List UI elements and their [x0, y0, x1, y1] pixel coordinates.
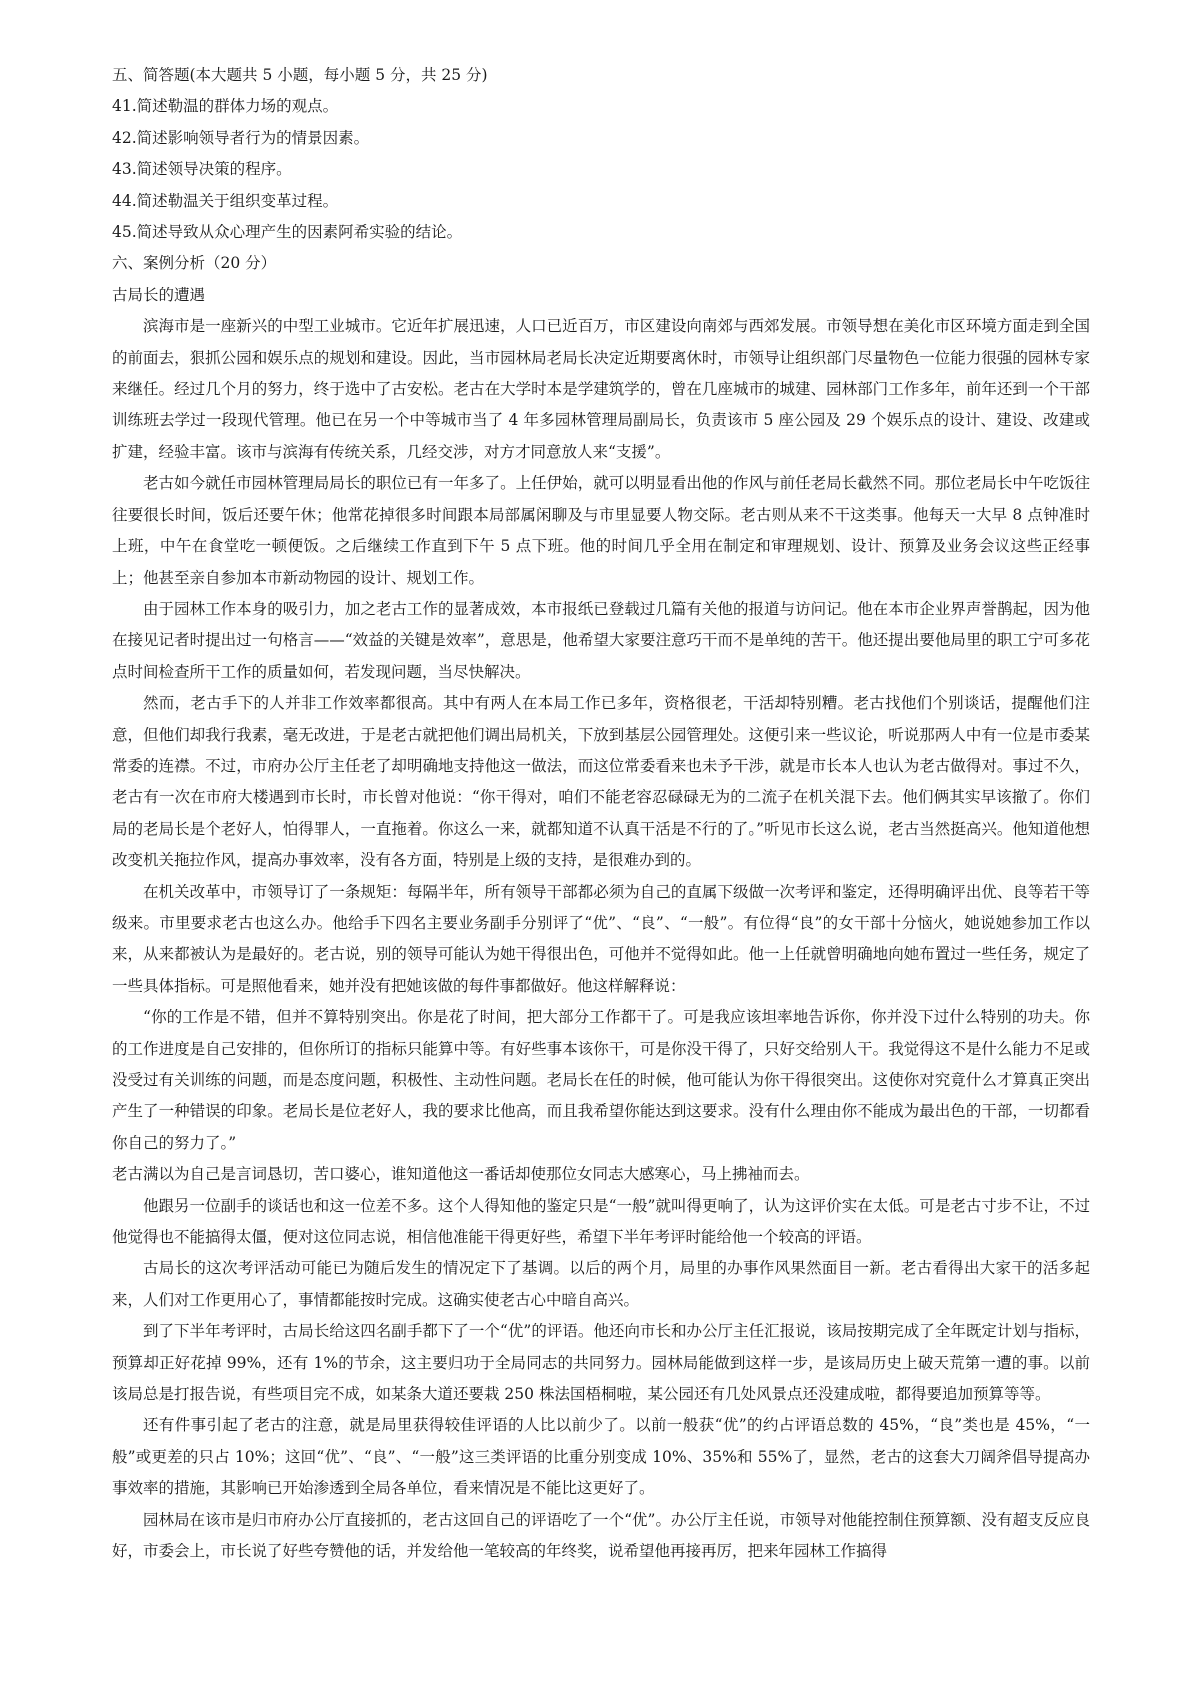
question-41: 41.简述勒温的群体力场的观点。: [112, 97, 339, 116]
question-42: 42.简述影响领导者行为的情景因素。: [112, 128, 370, 147]
case-paragraph: 在机关改革中，市领导订了一条规矩：每隔半年，所有领导干部都必须为自己的直属下级做一次考评和鉴定，还得明确评出优、良等若干等级来。市里要求老古也这么办。他给手下四名主要业务副手分别评了“优”、“良”、“一般”。有位得“良”的女干部十分恼火，她说她参加工作以来，从来都被认为是最好的。老古说，别的领导可能认为她干得很出色，可他并不觉得如此。他一上任就曾明确地向她布置过一些任务，规定了一些具体指标。可是照他看来，她并没有把她该做的每件事都做好。他这样解释说：: [112, 882, 1090, 995]
section-heading-case-analysis: 六、案例分析（20 分）: [112, 254, 277, 273]
question-45: 45.简述导致从众心理产生的因素阿希实验的结论。: [112, 223, 463, 242]
case-title: 古局长的遭遇: [112, 285, 206, 304]
question-44: 44.简述勒温关于组织变革过程。: [112, 191, 339, 210]
case-paragraph: 园林局在该市是归市府办公厅直接抓的，老古这回自己的评语吃了一个“优”。办公厅主任说，市领导对他能控制住预算额、没有超支反应良好，市委会上，市长说了好些夸赞他的话，并发给他一笔较高的年终奖，说希望他再接再厉，把来年园林工作搞得: [112, 1510, 1090, 1561]
section-heading-short-answer: 五、简答题(本大题共 5 小题，每小题 5 分，共 25 分): [112, 66, 488, 84]
case-paragraph: 由于园林工作本身的吸引力，加之老古工作的显著成效，本市报纸已登载过几篇有关他的报道与访问记。他在本市企业界声誉鹊起，因为他在接见记者时提出过一句格言——“效益的关键是效率”，意思是，他希望大家要注意巧干而不是单纯的苦干。他还提出要他局里的职工宁可多花点时间检查所干工作的质量如何，若发现问题，当尽快解决。: [112, 599, 1090, 681]
case-paragraph: 到了下半年考评时，古局长给这四名副手都下了一个“优”的评语。他还向市长和办公厅主任汇报说，该局按期完成了全年既定计划与指标，预算却正好花掉 99%，还有 1%的节余，这主要归功于全局同志的共同努力。园林局能做到这样一步，是该局历史上破天荒第一遭的事。以前该局总是打报告说，有些项目完不成，如某条大道还要栽 250 株法国梧桐啦，某公园还有几处风景点还没建成啦，都得要追加预算等等。: [112, 1322, 1090, 1404]
question-43: 43.简述领导决策的程序。: [112, 160, 292, 179]
case-quote-paragraph: “你的工作是不错，但并不算特别突出。你是花了时间，把大部分工作都干了。可是我应该坦率地告诉你，你并没下过什么特别的功夫。你的工作进度是自己安排的，但你所订的指标只能算中等。有好些事本该你干，可是你没干得了，只好交给别人干。我觉得这不是什么能力不足或没受过有关训练的问题，而是态度问题，积极性、主动性问题。老局长在任的时候，他可能认为你干得很突出。这使你对究竟什么才算真正突出产生了一种错误的印象。老局长是位老好人，我的要求比他高，而且我希望你能达到这要求。没有什么理由你不能成为最出色的干部，一切都看你自己的努力了。”: [112, 1008, 1090, 1152]
case-paragraph: 还有件事引起了老古的注意，就是局里获得较佳评语的人比以前少了。以前一般获“优”的约占评语总数的 45%，“良”类也是 45%，“一般”或更差的只占 10%；这回“优”、“良”、“一般”这三类评语的比重分别变成 10%、35%和 55%了，显然，老古的这套大刀阔斧倡导提高办事效率的措施，其影响已开始渗透到全局各单位，看来情况是不能比这更好了。: [112, 1416, 1090, 1498]
case-paragraph: 他跟另一位副手的谈话也和这一位差不多。这个人得知他的鉴定只是“一般”就叫得更响了，认为这评价实在太低。可是老古寸步不让，不过他觉得也不能搞得太僵，便对这位同志说，相信他准能干得更好些，希望下半年考评时能给他一个较高的评语。: [112, 1196, 1090, 1247]
case-paragraph: 滨海市是一座新兴的中型工业城市。它近年扩展迅速，人口已近百万，市区建设向南郊与西郊发展。市领导想在美化市区环境方面走到全国的前面去，狠抓公园和娱乐点的规划和建设。因此，当市园林局老局长决定近期要离休时，市领导让组织部门尽量物色一位能力很强的园林专家来继任。经过几个月的努力，终于选中了古安松。老古在大学时本是学建筑学的，曾在几座城市的城建、园林部门工作多年，前年还到一个干部训练班去学过一段现代管理。他已在另一个中等城市当了 4 年多园林管理局副局长，负责该市 5 座公园及 29 个娱乐点的设计、建设、改建或扩建，经验丰富。该市与滨海有传统关系，几经交涉，对方才同意放人来“支援”。: [112, 317, 1090, 461]
document-page: [112, 60, 1090, 1568]
case-paragraph: 然而，老古手下的人并非工作效率都很高。其中有两人在本局工作已多年，资格很老，干活却特别糟。老古找他们个别谈话，提醒他们注意，但他们却我行我素，毫无改进，于是老古就把他们调出局机关，下放到基层公园管理处。这便引来一些议论，听说那两人中有一位是市委某常委的连襟。不过，市府办公厅主任老了却明确地支持他这一做法，而这位常委看来也未予干涉，就是市长本人也认为老古做得对。事过不久，老古有一次在市府大楼遇到市长时，市长曾对他说：“你干得对，咱们不能老容忍碌碌无为的二流子在机关混下去。他们俩其实早该撤了。你们局的老局长是个老好人，怕得罪人，一直拖着。你这么一来，就都知道不认真干活是不行的了。”听见市长这么说，老古当然挺高兴。他知道他想改变机关拖拉作风，提高办事效率，没有各方面，特别是上级的支持，是很难办到的。: [112, 694, 1090, 870]
case-paragraph: 老古如今就任市园林管理局局长的职位已有一年多了。上任伊始，就可以明显看出他的作风与前任老局长截然不同。那位老局长中午吃饭往往要很长时间，饭后还要午休；他常花掉很多时间跟本局部属闲聊及与市里显要人物交际。老古则从来不干这类事。他每天一大早 8 点钟准时上班，中午在食堂吃一顿便饭。之后继续工作直到下午 5 点下班。他的时间几乎全用在制定和审理规划、设计、预算及业务会议这些正经事上；他甚至亲自参加本市新动物园的设计、规划工作。: [112, 474, 1090, 587]
case-paragraph: 古局长的这次考评活动可能已为随后发生的情况定下了基调。以后的两个月，局里的办事作风果然面目一新。老古看得出大家干的活多起来，人们对工作更用心了，事情都能按时完成。这确实使老古心中暗自高兴。: [112, 1259, 1090, 1309]
case-paragraph: 老古满以为自己是言词恳切，苦口婆心，谁知道他这一番话却使那位女同志大感寒心，马上拂袖而去。: [112, 1165, 810, 1184]
